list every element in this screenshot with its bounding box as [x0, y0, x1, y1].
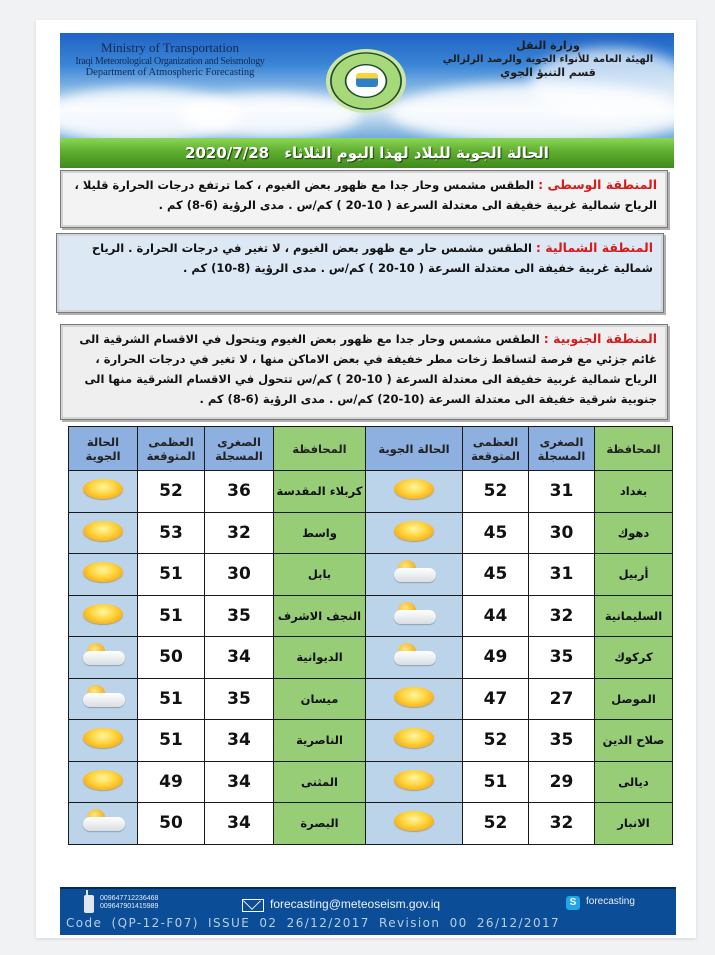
sunny-icon: [394, 770, 434, 790]
header-governorate: المحافظة: [595, 427, 673, 471]
organization-ar: الهيئة العامة للأنواء الجوية والرصد الزلزالي: [442, 54, 654, 66]
max-temp: 45: [463, 512, 529, 554]
max-temp: 49: [138, 761, 205, 803]
title-text: الحالة الجوية للبلاد لهذا اليوم الثلاثاء: [284, 144, 549, 162]
max-temp: 53: [138, 512, 205, 554]
partly-cloudy-icon: [392, 643, 436, 667]
condition-cell: [69, 595, 138, 637]
condition-cell: [366, 471, 463, 513]
min-temp: 35: [205, 595, 274, 637]
min-temp: 30: [529, 512, 595, 554]
partly-cloudy-icon: [392, 560, 436, 584]
phone-numbers: [100, 895, 158, 911]
organization-en: Iraqi Meteorological Organization and Seismology: [75, 55, 265, 67]
header-max: العظمى المتوقعة: [138, 427, 205, 471]
min-temp: 32: [529, 595, 595, 637]
forecast-page: [36, 20, 696, 938]
table-header-row: [69, 427, 673, 471]
max-temp: 51: [138, 720, 205, 762]
region-text: الطقس مشمس حار مع ظهور بعض الغيوم ، لا تغير في درجات الحرارة . الرياح شمالية غربية خفيفة الى معتدلة السرعة ( 10-20 ) كم/س . مدى الرؤية (8-10) كم .: [91, 241, 653, 275]
table-row: [69, 761, 673, 803]
min-temp: 31: [529, 554, 595, 596]
sunny-icon: [83, 770, 123, 790]
skype-icon: S: [566, 896, 580, 910]
region-label: المنطقة الجنوبية :: [543, 331, 657, 346]
sunny-icon: [83, 562, 123, 582]
table-row: [69, 678, 673, 720]
governorate-name: ميسان: [274, 678, 366, 720]
footer: [60, 887, 676, 935]
max-temp: 52: [463, 803, 529, 845]
governorate-name: واسط: [274, 512, 366, 554]
sunny-icon: [394, 687, 434, 707]
condition-cell: [69, 637, 138, 679]
header-governorate: المحافظة: [274, 427, 366, 471]
governorate-name: السليمانية: [595, 595, 673, 637]
sunny-icon: [394, 521, 434, 541]
condition-cell: [69, 554, 138, 596]
region-north: [56, 233, 664, 313]
governorate-name: الموصل: [595, 678, 673, 720]
region-text: الطقس مشمس وحار جدا مع ظهور بعض الغيوم ، كما ترتفع درجات الحرارة قليلا ، الرياح شمالية غربية خفيفة الى معتدلة السرعة ( 10-20 ) كم/س . مدى الرؤية (6-8) كم .: [74, 178, 657, 212]
condition-cell: [69, 761, 138, 803]
condition-cell: [366, 554, 463, 596]
table-row: [69, 637, 673, 679]
condition-cell: [69, 678, 138, 720]
max-temp: 49: [463, 637, 529, 679]
header-condition: الحالة الجوية: [366, 427, 463, 471]
min-temp: 31: [529, 471, 595, 513]
governorate-name: النجف الاشرف: [274, 595, 366, 637]
header-english: [60, 41, 280, 80]
sunny-icon: [83, 521, 123, 541]
table-row: [69, 720, 673, 762]
governorate-name: بغداد: [595, 471, 673, 513]
max-temp: 51: [138, 678, 205, 720]
sunny-icon: [394, 811, 434, 831]
document-code: Code (QP-12-F07) ISSUE 02 26/12/2017 Revision 00 26/12/2017: [66, 916, 561, 930]
max-temp: 45: [463, 554, 529, 596]
partly-cloudy-icon: [392, 602, 436, 626]
min-temp: 30: [205, 554, 274, 596]
governorate-name: كركوك: [595, 637, 673, 679]
max-temp: 51: [463, 761, 529, 803]
min-temp: 35: [529, 637, 595, 679]
header-max: العظمى المتوقعة: [463, 427, 529, 471]
min-temp: 27: [529, 678, 595, 720]
header-min: الصغرى المسجلة: [205, 427, 274, 471]
sunny-icon: [83, 479, 123, 499]
governorate-name: الانبار: [595, 803, 673, 845]
page-title: [60, 138, 674, 168]
condition-cell: [366, 761, 463, 803]
header-condition: الحالة الجوية: [69, 427, 138, 471]
table-row: [69, 512, 673, 554]
condition-cell: [366, 637, 463, 679]
governorate-name: الناصرية: [274, 720, 366, 762]
min-temp: 34: [205, 803, 274, 845]
min-temp: 34: [205, 637, 274, 679]
min-temp: 35: [529, 720, 595, 762]
header-banner: [60, 33, 674, 140]
region-label: المنطقة الوسطى :: [538, 177, 657, 192]
max-temp: 47: [463, 678, 529, 720]
min-temp: 32: [529, 803, 595, 845]
sunny-icon: [83, 728, 123, 748]
region-south: [60, 324, 668, 420]
sunny-icon: [394, 479, 434, 499]
department-en: Department of Atmospheric Forecasting: [85, 67, 255, 79]
partly-cloudy-icon: [81, 809, 125, 833]
governorate-name: دهوك: [595, 512, 673, 554]
governorate-name: بابل: [274, 554, 366, 596]
table-row: [69, 803, 673, 845]
max-temp: 52: [138, 471, 205, 513]
max-temp: 52: [463, 720, 529, 762]
department-ar: قسم التنبؤ الجوي: [500, 66, 596, 80]
min-temp: 32: [205, 512, 274, 554]
governorate-name: المثنى: [274, 761, 366, 803]
governorate-name: الديوانية: [274, 637, 366, 679]
condition-cell: [69, 720, 138, 762]
table-row: [69, 554, 673, 596]
mail-icon: [242, 899, 264, 912]
condition-cell: [366, 512, 463, 554]
max-temp: 51: [138, 595, 205, 637]
table-row: [69, 471, 673, 513]
condition-cell: [366, 803, 463, 845]
sunny-icon: [394, 728, 434, 748]
max-temp: 50: [138, 803, 205, 845]
table-row: [69, 595, 673, 637]
max-temp: 51: [138, 554, 205, 596]
email-link[interactable]: forecasting@meteoseism.gov.iq: [270, 897, 441, 911]
ministry-en: Ministry of Transportation: [101, 40, 239, 55]
phone-icon: [84, 895, 94, 913]
partly-cloudy-icon: [81, 685, 125, 709]
min-temp: 34: [205, 720, 274, 762]
governorate-name: كربلاء المقدسة: [274, 471, 366, 513]
organization-logo-icon: [326, 49, 406, 113]
header-min: الصغرى المسجلة: [529, 427, 595, 471]
governorate-name: ديالى: [595, 761, 673, 803]
condition-cell: [366, 678, 463, 720]
sunny-icon: [83, 604, 123, 624]
forecast-table: [68, 426, 673, 845]
condition-cell: [69, 512, 138, 554]
min-temp: 29: [529, 761, 595, 803]
min-temp: 36: [205, 471, 274, 513]
condition-cell: [366, 595, 463, 637]
condition-cell: [69, 803, 138, 845]
skype-handle[interactable]: forecasting: [586, 896, 635, 907]
region-central: [60, 170, 668, 228]
header-arabic: [438, 39, 658, 81]
condition-cell: [366, 720, 463, 762]
phone-1: 009647712236468: [100, 895, 159, 902]
governorate-name: البصرة: [274, 803, 366, 845]
condition-cell: [69, 471, 138, 513]
partly-cloudy-icon: [81, 643, 125, 667]
governorate-name: صلاح الدين: [595, 720, 673, 762]
ministry-ar: وزارة النقل: [516, 39, 580, 52]
max-temp: 50: [138, 637, 205, 679]
phone-2: 009647901415989: [100, 903, 159, 910]
title-date: 2020/7/28: [185, 144, 270, 162]
min-temp: 34: [205, 761, 274, 803]
min-temp: 35: [205, 678, 274, 720]
region-label: المنطقة الشمالية :: [535, 240, 653, 255]
region-text: الطقس مشمس وحار جدا مع ظهور بعض الغيوم ويتحول في الاقسام الشرقية الى غائم جزئي مع فرصة لتساقط زخات مطر خفيفة في بعض الاماكن منها ، لا تغير في درجات الحرارة ، الرياح شمالية غربية خفيفة الى معتدلة السرعة ( 10-20 ) كم/س تتحول في الاقسام الشرقية منها الى جنوبية شرقية خفيفة الى معتدلة السرعة (10-20) كم/س . مدى الرؤية (6-8) كم .: [79, 332, 657, 406]
max-temp: 44: [463, 595, 529, 637]
governorate-name: أربيل: [595, 554, 673, 596]
max-temp: 52: [463, 471, 529, 513]
